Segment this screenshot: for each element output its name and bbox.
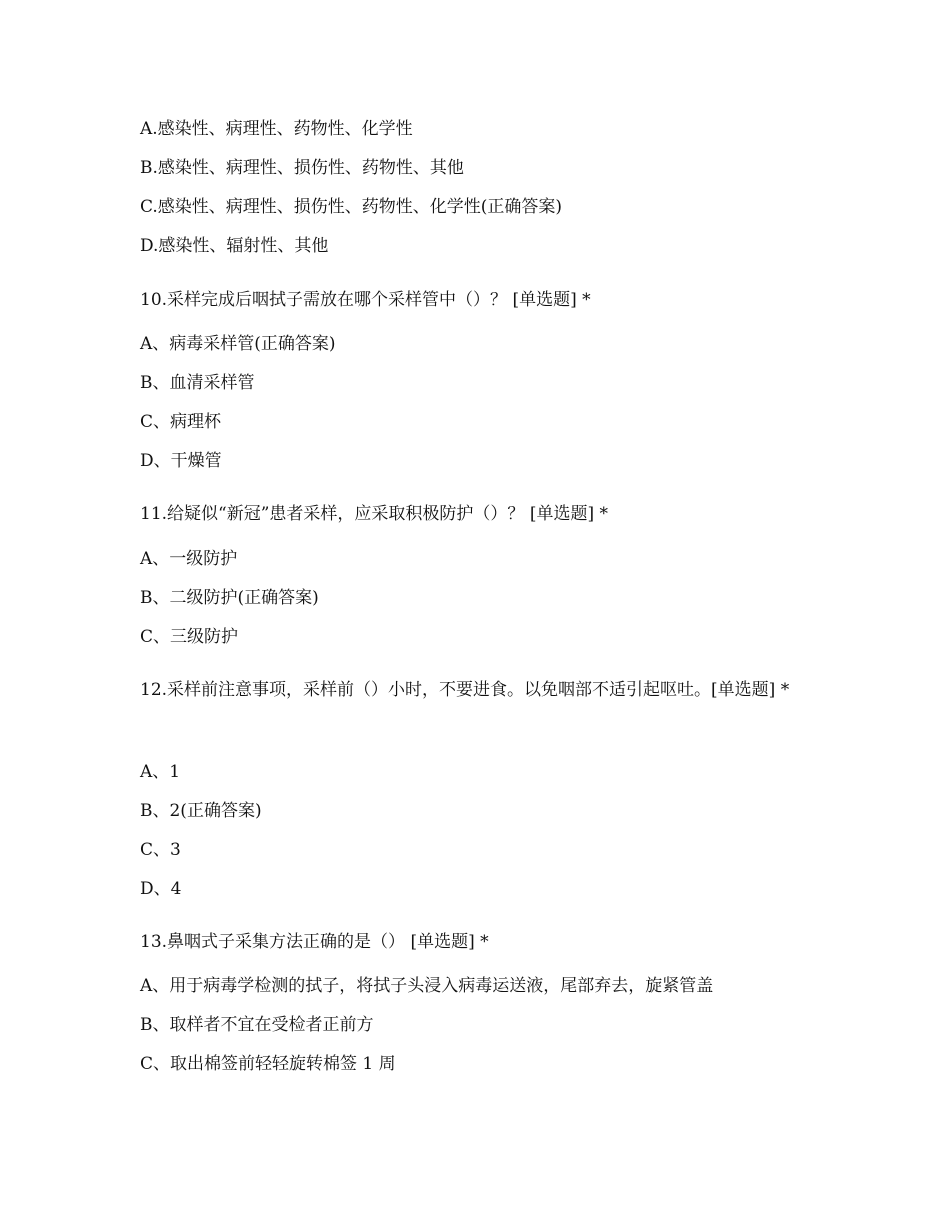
q13-option-c: C、取出棉签前轻轻旋转棉签 1 周: [140, 1054, 396, 1074]
q11-option-c: C、三级防护: [140, 627, 239, 647]
q9-option-b: B.感染性、病理性、损伤性、药物性、其他: [140, 158, 464, 178]
q13-option-b: B、取样者不宜在受检者正前方: [140, 1015, 374, 1035]
q12-option-d: D、4: [140, 879, 182, 899]
q12-option-c: C、3: [140, 840, 181, 860]
q10-option-d: D、干燥管: [140, 451, 222, 471]
q13-question: 13.鼻咽式子采集方法正确的是（） [单选题] *: [140, 932, 489, 952]
q10-option-b: B、血清采样管: [140, 373, 255, 393]
q9-option-c: C.感染性、病理性、损伤性、药物性、化学性(正确答案): [140, 197, 563, 217]
q9-option-d: D.感染性、辐射性、其他: [140, 236, 329, 256]
q11-option-a: A、一级防护: [140, 549, 238, 569]
q10-option-c: C、病理杯: [140, 412, 222, 432]
q9-option-a: A.感染性、病理性、药物性、化学性: [140, 119, 413, 139]
q10-question: 10.采样完成后咽拭子需放在哪个采样管中（）？ [单选题] *: [140, 290, 591, 310]
q13-option-a: A、用于病毒学检测的拭子，将拭子头浸入病毒运送液，尾部弃去，旋紧管盖: [140, 976, 714, 996]
q10-option-a: A、病毒采样管(正确答案): [140, 334, 336, 354]
q12-option-a: A、1: [140, 762, 181, 782]
q11-option-b: B、二级防护(正确答案): [140, 588, 319, 608]
q12-option-b: B、2(正确答案): [140, 801, 262, 821]
q12-question: 12.采样前注意事项，采样前（）小时，不要进食。以免咽部不适引起呕吐。[单选题] *: [140, 680, 790, 700]
q11-question: 11.给疑似“新冠”患者采样，应采取积极防护（）？ [单选题] *: [140, 504, 608, 524]
